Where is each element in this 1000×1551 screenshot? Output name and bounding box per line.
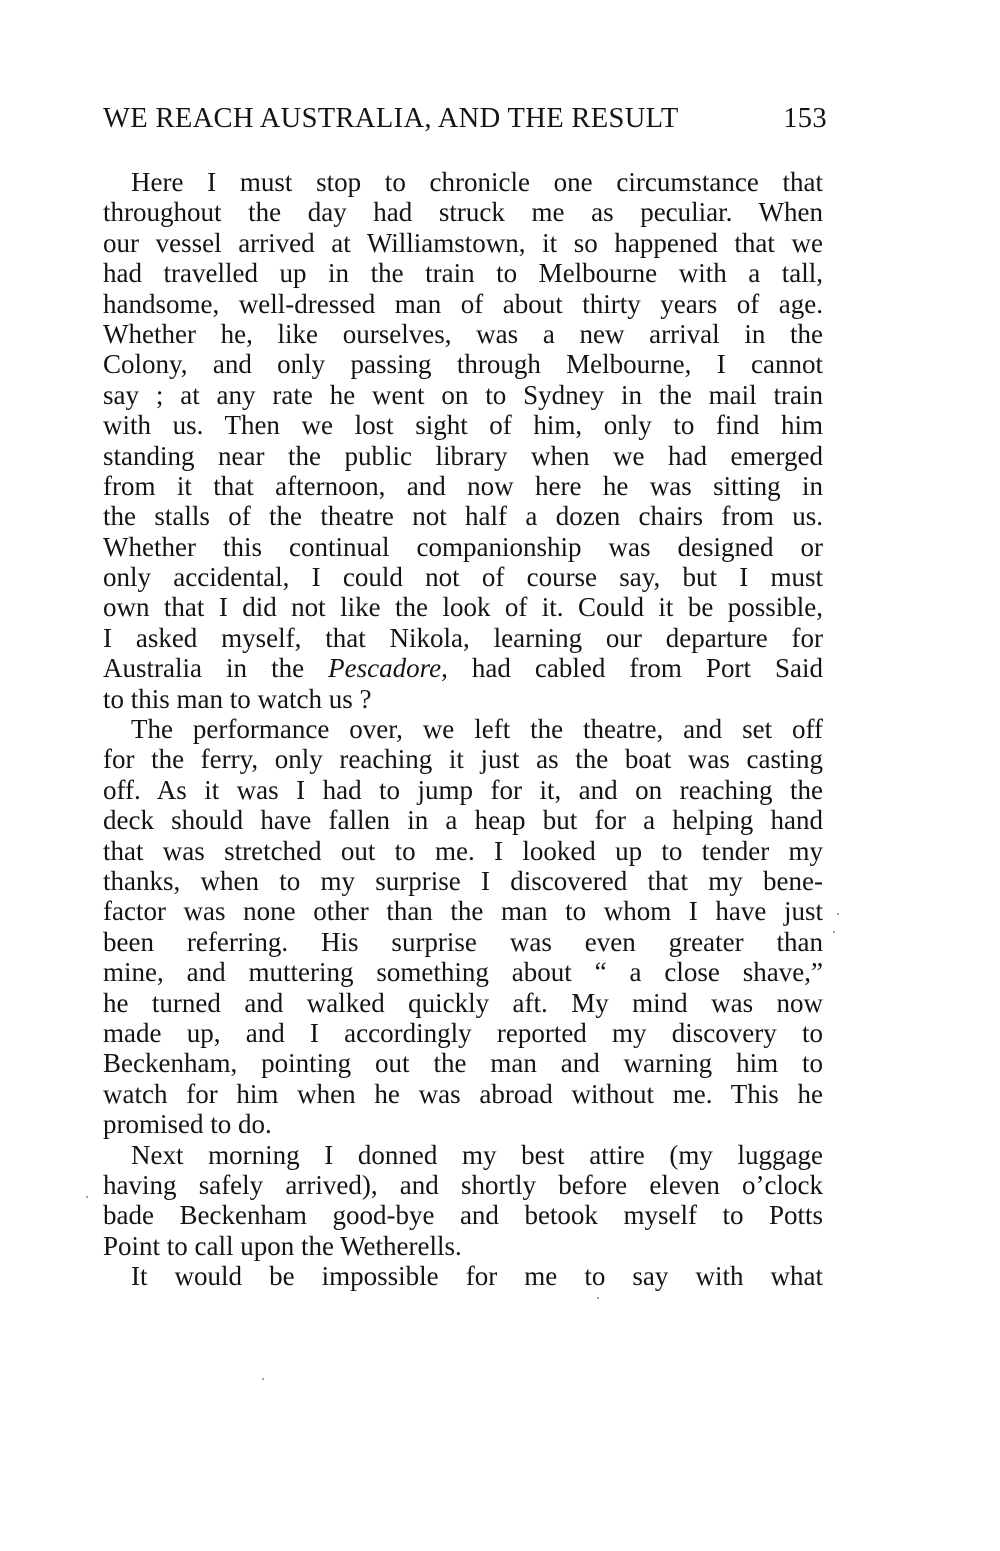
text-line: promised to do.	[103, 1109, 272, 1140]
text-line: say ; at any rate he went on to Sydney in the mail train	[103, 379, 823, 410]
paragraph	[103, 1140, 823, 1262]
text-line: to this man to watch us ?	[103, 683, 372, 714]
text-line: Here I must stop to chronicle one circumstance that	[131, 167, 823, 197]
text-line: with us. Then we lost sight of him, only to find him	[103, 410, 823, 441]
text-line: he turned and walked quickly aft. My mind was now	[103, 987, 823, 1018]
text-line: I asked myself, that Nikola, learning our departure for	[103, 622, 823, 653]
text-line: thanks, when to my surprise I discovered that my bene-	[103, 865, 823, 896]
paper-speck	[833, 931, 835, 933]
paper-speck	[597, 1297, 599, 1299]
text-line: bade Beckenham good-bye and betook myself to Potts	[103, 1200, 823, 1231]
text-line: had travelled up in the train to Melbourne with a tall,	[103, 258, 823, 289]
text-line: watch for him when he was abroad without me. This he	[103, 1078, 823, 1109]
text-line: throughout the day had struck me as peculiar. When	[103, 197, 823, 228]
text-line: only accidental, I could not of course say, but I must	[103, 562, 823, 593]
paragraph	[103, 1261, 823, 1291]
running-head	[103, 103, 827, 143]
text-line: Point to call upon the Wetherells.	[103, 1230, 462, 1261]
paper-speck	[837, 913, 839, 915]
paper-speck	[262, 1378, 264, 1380]
paragraph	[103, 714, 823, 1139]
page-number: 153	[783, 103, 827, 134]
text-line: own that I did not like the look of it. Could it be possible,	[103, 592, 823, 623]
text-line: Beckenham, pointing out the man and warning him to	[103, 1048, 823, 1079]
text-line: our vessel arrived at Williamstown, it so happened that we	[103, 227, 823, 258]
paragraph	[103, 167, 823, 714]
text-line: that was stretched out to me. I looked up to tender my	[103, 835, 823, 866]
text-line: standing near the public library when we had emerged	[103, 440, 823, 471]
text-line: been referring. His surprise was even greater than	[103, 926, 823, 957]
text-line: off. As it was I had to jump for it, and on reaching the	[103, 774, 823, 805]
text-line: from it that afternoon, and now here he was sitting in	[103, 470, 823, 501]
text-run: Australia in the	[103, 653, 329, 684]
text-line: Next morning I donned my best attire (my luggage	[131, 1139, 823, 1170]
text-line: handsome, well-dressed man of about thirty years of age.	[103, 288, 823, 319]
text-line: The performance over, we left the theatre, and set off	[131, 714, 823, 745]
text-run: had cabled from Port Said	[447, 653, 823, 684]
ship-name-italic: Pescadore,	[328, 653, 448, 684]
running-head-title: WE REACH AUSTRALIA, AND THE RESULT	[103, 103, 679, 134]
text-line: factor was none other than the man to whom I have just	[103, 896, 823, 927]
text-line: Whether he, like ourselves, was a new arrival in the	[103, 318, 823, 349]
paper-speck	[86, 1196, 88, 1198]
body-text	[103, 167, 823, 1291]
text-line: Whether this continual companionship was designed or	[103, 531, 823, 562]
text-line	[103, 653, 823, 683]
text-line: the stalls of the theatre not half a dozen chairs from us.	[103, 501, 823, 532]
text-line: for the ferry, only reaching it just as the boat was casting	[103, 744, 823, 775]
text-line: It would be impossible for me to say with what	[131, 1261, 823, 1292]
text-line: Colony, and only passing through Melbourne, I cannot	[103, 349, 823, 380]
text-line: having safely arrived), and shortly before eleven o’clock	[103, 1169, 823, 1200]
text-line: mine, and muttering something about “ a close shave,”	[103, 957, 823, 988]
text-line: made up, and I accordingly reported my discovery to	[103, 1017, 823, 1048]
text-line: deck should have fallen in a heap but for a helping hand	[103, 805, 823, 836]
